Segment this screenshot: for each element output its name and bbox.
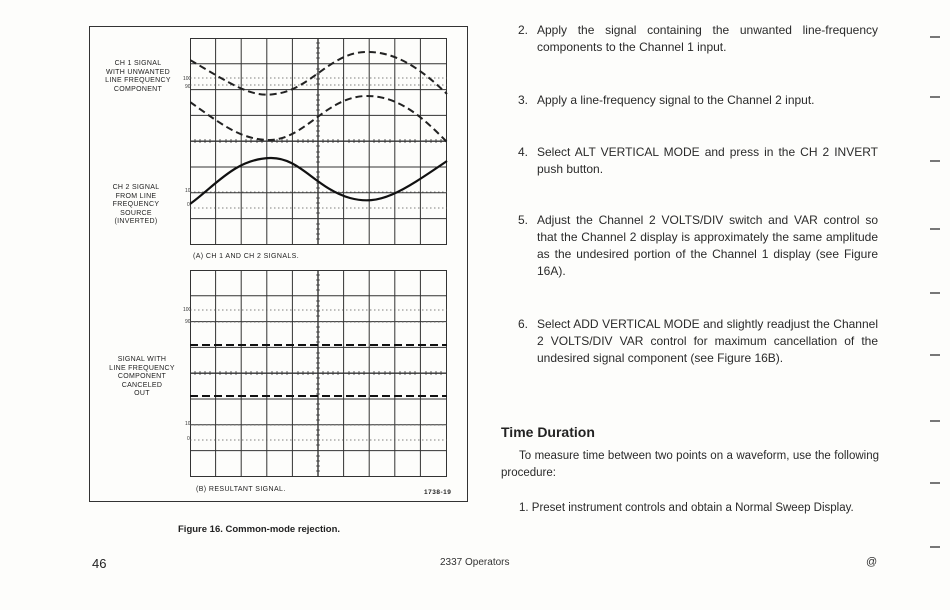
page-number: 46 [92, 556, 107, 571]
ch1-signal-label: CH 1 SIGNAL WITH UNWANTED LINE FREQUENCY COMPONENT [105, 60, 171, 93]
step-3-number: 3. [518, 93, 529, 107]
subcaption-b: (B) RESULTANT SIGNAL. [196, 486, 286, 493]
edge-mark [930, 36, 940, 38]
edge-mark [930, 228, 940, 230]
step-2-number: 2. [518, 23, 529, 37]
edge-mark [930, 96, 940, 98]
ch2-signal-label: CH 2 SIGNAL FROM LINE FREQUENCY SOURCE (INVERTED) [112, 184, 160, 225]
canceled-signal-label: SIGNAL WITH LINE FREQUENCY COMPONENT CANCELED OUT [109, 356, 175, 397]
edge-mark [930, 160, 940, 162]
tick-10-a: 10 [185, 188, 191, 194]
graticule-a-svg [190, 38, 448, 246]
step-6-text: Select ADD VERTICAL MODE and slightly readjust the Channel 2 VOLTS/DIV VAR control for maximum cancellation of the undesired signal component (see Figure 16B). [537, 317, 878, 365]
tick-90-a: 90 [185, 84, 191, 90]
step-6-number: 6. [518, 317, 529, 331]
edge-mark [930, 546, 940, 548]
step-5 [518, 212, 878, 280]
step-4-text: Select ALT VERTICAL MODE and press in the CH 2 INVERT push button. [537, 145, 878, 176]
manual-title: 2337 Operators [440, 557, 510, 568]
graticule-a [190, 38, 448, 246]
section-intro: To measure time between two points on a waveform, use the following procedure: [501, 450, 879, 479]
edge-mark [930, 420, 940, 422]
step-4-number: 4. [518, 145, 529, 159]
figure-code: 1738-19 [424, 489, 452, 496]
edge-mark [930, 292, 940, 294]
edge-mark [930, 354, 940, 356]
graticule-b [190, 270, 448, 478]
step-4 [518, 144, 878, 178]
footer-mark: @ [866, 556, 878, 568]
tick-100-a: 100 [183, 76, 192, 82]
step-3-text: Apply a line-frequency signal to the Channel 2 input. [537, 93, 815, 107]
step-3 [518, 92, 878, 109]
tick-0-b: 0 [187, 436, 190, 442]
edge-mark [930, 482, 940, 484]
step-5-text: Adjust the Channel 2 VOLTS/DIV switch and VAR control so that the Channel 2 display is approximately the same amplitude as the undesired portion of the Channel 1 display (see Figure 16A). [537, 213, 878, 278]
step-2-text: Apply the signal containing the unwanted line-frequency components to the Channel 1 input. [537, 23, 878, 54]
tick-100-b: 100 [183, 307, 192, 313]
step-5-number: 5. [518, 213, 529, 227]
section-step-1: 1. Preset instrument controls and obtain a Normal Sweep Display. [519, 502, 854, 514]
step-2 [518, 22, 878, 56]
section-heading: Time Duration [501, 424, 595, 440]
step-6 [518, 316, 878, 367]
figure-caption: Figure 16. Common-mode rejection. [178, 524, 341, 535]
tick-90-b: 90 [185, 319, 191, 325]
graticule-b-svg [190, 270, 448, 478]
tick-0-a: 0 [187, 202, 190, 208]
subcaption-a: (A) CH 1 AND CH 2 SIGNALS. [193, 253, 300, 260]
tick-10-b: 10 [185, 421, 191, 427]
